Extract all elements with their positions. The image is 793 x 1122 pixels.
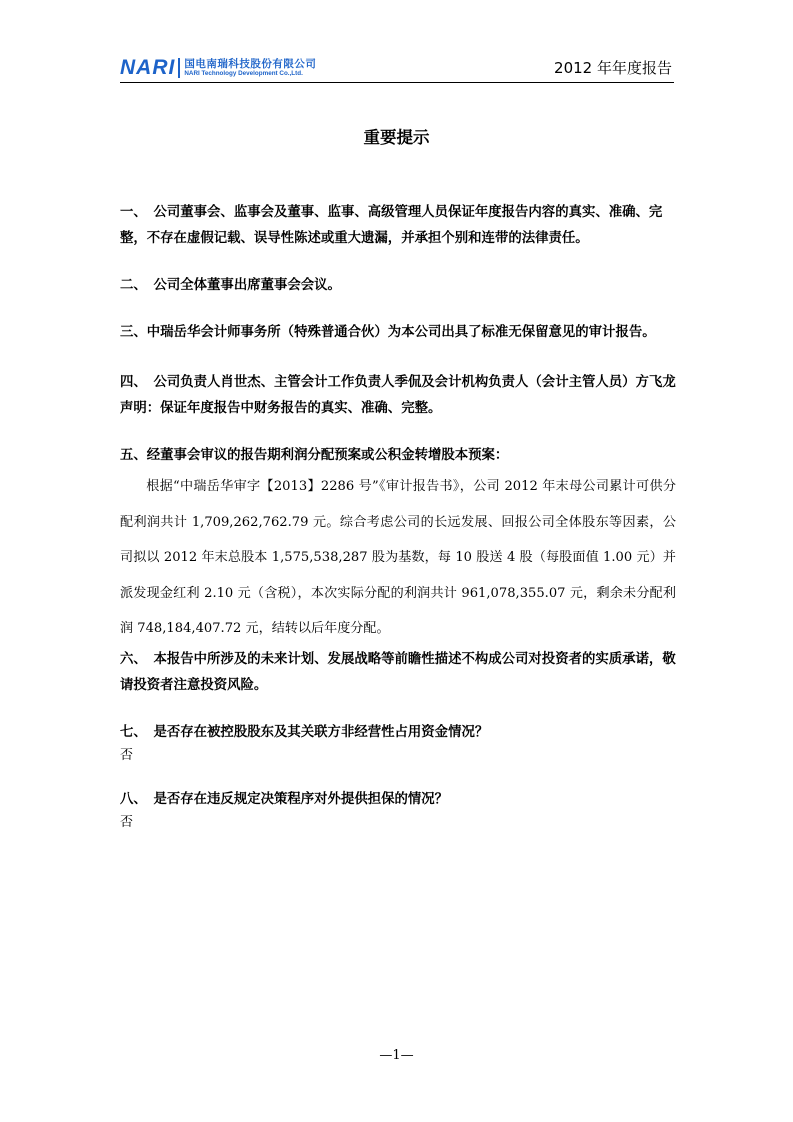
section-4: 四、 公司负责人肖世杰、主管会计工作负责人季侃及会计机构负责人（会计主管人员）方飞龙声明：保证年度报告中财务报告的真实、准确、完整。 xyxy=(120,375,676,416)
logo-company-en: NARI Technology Development Co.,Ltd. xyxy=(184,70,303,77)
document-body xyxy=(120,200,676,833)
page-number: —1— xyxy=(379,1048,414,1063)
document-title: 重要提示 xyxy=(363,128,430,147)
company-logo xyxy=(120,56,316,80)
section-6: 六、 本报告中所涉及的未来计划、发展战略等前瞻性描述不构成公司对投资者的实质承诺，敬请投资者注意投资风险。 xyxy=(120,651,676,693)
section-5-body: 根据“中瑞岳华审字【2013】2286 号”《审计报告书》，公司 2012 年末母公司累计可供分配利润共计 1,709,262,762.79 元。综合考虑公司的长远发展、回报公司全体股东等因素，公司拟以 2012 年末总股本 1,575,538,287 股为基数，每 10 股送 4 股（每股面值 1.00 元）并派发现金红利 2.10 元（含税），本次实际分配的利润共计 961,078,355.07 元，剩余未分配利润 748,184,407.72 元，结转以后年度分配。 xyxy=(120,479,676,636)
section-2: 二、 公司全体董事出席董事会会议。 xyxy=(120,278,341,293)
section-7-answer: 否 xyxy=(120,747,134,763)
report-title: 2012 年年度报告 xyxy=(554,59,672,77)
page-header xyxy=(120,56,674,83)
section-5-heading: 五、经董事会审议的报告期利润分配预案或公积金转增股本预案： xyxy=(120,448,509,463)
section-8-answer: 否 xyxy=(120,814,134,830)
section-8-question: 八、 是否存在违反规定决策程序对外提供担保的情况？ xyxy=(120,791,449,807)
section-7-question: 七、 是否存在被控股股东及其关联方非经营性占用资金情况？ xyxy=(120,724,489,740)
section-1: 一、 公司董事会、监事会及董事、监事、高级管理人员保证年度报告内容的真实、准确、完整，不存在虚假记载、误导性陈述或重大遗漏，并承担个别和连带的法律责任。 xyxy=(120,205,663,246)
section-3: 三、中瑞岳华会计师事务所（特殊普通合伙）为本公司出具了标准无保留意见的审计报告。 xyxy=(120,325,656,340)
logo-company-cn: 国电南瑞科技股份有限公司 xyxy=(184,58,317,70)
logo-divider xyxy=(178,58,180,78)
logo-text xyxy=(184,58,316,78)
logo-mark: NARI xyxy=(120,56,176,79)
